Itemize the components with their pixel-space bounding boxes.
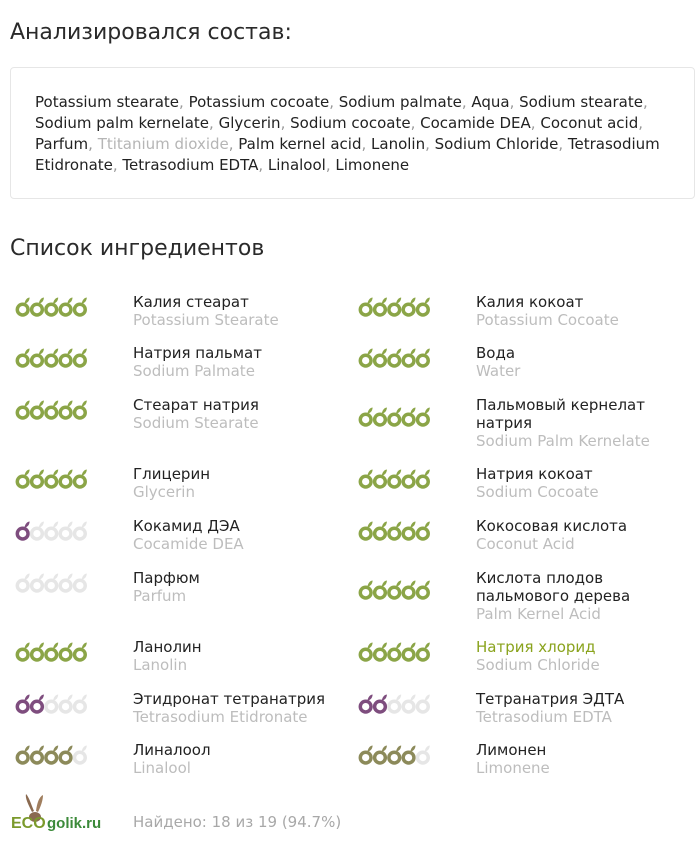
rating-drop-filled — [389, 348, 401, 366]
ingredient-names — [476, 396, 650, 450]
composition-title: Анализировался состав: — [10, 20, 292, 45]
rating-drop-filled — [74, 348, 86, 366]
rating-drop-filled — [403, 745, 415, 763]
rating-drop-filled — [74, 400, 86, 418]
rating-drop-filled — [74, 469, 86, 487]
safety-rating — [10, 639, 96, 665]
rating-drop-filled — [403, 521, 415, 539]
ingredient-name-ru — [476, 396, 650, 432]
rating-drop-filled — [17, 521, 29, 539]
rating-drop-filled — [375, 348, 387, 366]
ingredient-name-en: Potassium Stearate — [133, 311, 279, 329]
rating-drop-filled — [389, 745, 401, 763]
composition-item: Limonene — [335, 156, 410, 174]
rating-drop-filled — [375, 694, 387, 712]
rating-drop-filled — [32, 745, 44, 763]
rating-drop-filled — [46, 642, 58, 660]
composition-item: Parfum — [35, 135, 89, 153]
rating-drop-filled — [360, 580, 372, 598]
rating-drop-filled — [17, 348, 29, 366]
ingredient-names — [133, 517, 244, 553]
ingredient-name-en: Tetrasodium Etidronate — [133, 708, 308, 726]
rating-drop-filled — [74, 642, 86, 660]
ingredient-names — [133, 569, 200, 605]
rating-drop-empty — [74, 694, 86, 712]
rating-drop-filled — [60, 469, 72, 487]
rating-drop-filled — [360, 348, 372, 366]
rating-drop-filled — [17, 642, 29, 660]
rating-drop-filled — [60, 400, 72, 418]
rating-drop-filled — [60, 745, 72, 763]
rating-drop-filled — [46, 400, 58, 418]
ingredient-name-en: Sodium Chloride — [476, 656, 600, 674]
rating-drop-filled — [389, 297, 401, 315]
composition-list: Potassium stearate, Potassium cocoate, Sodium palmate, Aqua, Sodium stearate, Sodium palm kernelate, Glycerin, Sodium cocoate, Cocamide DEA, Coconut acid, Parfum, Ttitanium dioxide, Palm kernel acid, Lanolin, Sodium Chloride, Tetrasodium Etidronate, Tetrasodium EDTA, Linalool, Limonene — [35, 93, 660, 174]
composition-item: Potassium cocoate — [188, 93, 330, 111]
ingredient-name-ru-line: Пальмовый кернелат — [476, 396, 645, 414]
ingredient-name-en: Coconut Acid — [476, 535, 575, 553]
rating-drop-empty — [403, 694, 415, 712]
ingredient-name-en: Water — [476, 362, 521, 380]
ingredient-names — [133, 344, 262, 380]
ingredient-name-en: Sodium Palmate — [133, 362, 255, 380]
ingredient-names — [476, 638, 600, 674]
rating-drop-empty — [17, 573, 29, 591]
bunny-icon — [10, 792, 115, 832]
safety-rating — [353, 404, 439, 430]
safety-rating — [353, 345, 439, 371]
rating-drop-empty — [46, 694, 58, 712]
ingredient-name-en: Limonene — [476, 759, 550, 777]
composition-box — [10, 67, 695, 199]
rating-drop-filled — [417, 521, 429, 539]
rating-drop-filled — [389, 642, 401, 660]
ingredient-name-ru: Вода — [476, 344, 516, 362]
safety-rating — [10, 518, 96, 544]
ingredient-names — [476, 517, 627, 553]
rating-drop-filled — [17, 469, 29, 487]
rating-drop-empty — [74, 573, 86, 591]
rating-drop-filled — [417, 580, 429, 598]
rating-drop-filled — [46, 297, 58, 315]
safety-rating — [353, 742, 439, 768]
safety-rating — [10, 294, 96, 320]
rating-drop-filled — [360, 745, 372, 763]
rating-drop-filled — [375, 407, 387, 425]
ingredient-names — [133, 465, 210, 501]
rating-drop-filled — [375, 297, 387, 315]
ingredient-name-en: Tetrasodium EDTA — [476, 708, 612, 726]
safety-rating — [353, 518, 439, 544]
rating-drop-empty — [46, 521, 58, 539]
ingredient-name-ru: Этидронат тетранатрия — [133, 690, 325, 708]
rating-drop-filled — [389, 580, 401, 598]
ingredient-name-ru-line: натрия — [476, 414, 533, 432]
safety-rating — [10, 742, 96, 768]
rating-drop-filled — [375, 521, 387, 539]
composition-item: Sodium palmate — [338, 93, 462, 111]
rating-drop-filled — [17, 745, 29, 763]
ingredient-name-ru — [476, 569, 630, 605]
rating-drop-filled — [417, 297, 429, 315]
ingredient-name-ru: Линалоол — [133, 741, 211, 759]
rating-drop-filled — [375, 745, 387, 763]
ingredient-name-en: Parfum — [133, 587, 187, 605]
ingredient-name-en: Sodium Stearate — [133, 414, 259, 432]
safety-rating — [353, 294, 439, 320]
rating-drop-filled — [360, 642, 372, 660]
rating-drop-filled — [417, 469, 429, 487]
ingredient-name-ru: Лимонен — [476, 741, 547, 759]
rating-drop-filled — [360, 521, 372, 539]
composition-item: Aqua — [471, 93, 510, 111]
rating-drop-filled — [417, 407, 429, 425]
safety-rating — [10, 691, 96, 717]
rating-drop-filled — [74, 297, 86, 315]
safety-rating — [10, 397, 96, 423]
rating-drop-empty — [60, 694, 72, 712]
composition-item: Potassium stearate — [35, 93, 180, 111]
rating-drop-filled — [17, 400, 29, 418]
ingredient-name-en: Glycerin — [133, 483, 195, 501]
rating-drop-filled — [389, 407, 401, 425]
composition-item: Lanolin — [371, 135, 426, 153]
ingredient-names — [476, 293, 619, 329]
rating-drop-filled — [403, 642, 415, 660]
rating-drop-empty — [417, 694, 429, 712]
rating-drop-filled — [32, 348, 44, 366]
ingredient-names — [476, 569, 630, 623]
rating-drop-filled — [32, 469, 44, 487]
ingredient-names — [476, 741, 550, 777]
ingredient-names — [133, 741, 211, 777]
ingredient-name-en: Linalool — [133, 759, 191, 777]
ingredient-name-ru: Тетранатрия ЭДТА — [476, 690, 625, 708]
safety-rating — [353, 691, 439, 717]
rating-drop-empty — [60, 573, 72, 591]
ecogolik-logo[interactable] — [10, 792, 115, 832]
ingredient-name-ru-line: Кислота плодов — [476, 569, 604, 587]
composition-item: Sodium cocoate — [290, 114, 411, 132]
rating-drop-filled — [403, 407, 415, 425]
ingredient-name-ru: Парфюм — [133, 569, 200, 587]
rating-drop-filled — [46, 745, 58, 763]
safety-rating — [10, 570, 96, 596]
rating-drop-filled — [17, 297, 29, 315]
rating-drop-filled — [360, 297, 372, 315]
found-summary: Найдено: 18 из 19 (94.7%) — [133, 813, 342, 831]
rating-drop-filled — [403, 348, 415, 366]
composition-item: Sodium palm kernelate — [35, 114, 210, 132]
ingredient-names — [133, 293, 279, 329]
ingredient-name-ru: Калия стеарат — [133, 293, 249, 311]
composition-item: Linalool — [267, 156, 326, 174]
rating-drop-filled — [403, 469, 415, 487]
rating-drop-filled — [32, 400, 44, 418]
rating-drop-filled — [360, 469, 372, 487]
ingredient-names — [133, 638, 202, 674]
rating-drop-filled — [46, 348, 58, 366]
ingredient-name-ru: Натрия пальмат — [133, 344, 262, 362]
ingredient-name-en: Palm Kernel Acid — [476, 605, 601, 623]
safety-rating — [10, 466, 96, 492]
rating-drop-empty — [46, 573, 58, 591]
ingredient-name-ru: Калия кокоат — [476, 293, 584, 311]
rating-drop-filled — [32, 297, 44, 315]
ingredient-names — [133, 690, 325, 726]
rating-drop-empty — [32, 573, 44, 591]
composition-item: Cocamide DEA — [420, 114, 531, 132]
rating-drop-empty — [417, 745, 429, 763]
ingredient-names — [133, 396, 259, 432]
rating-drop-empty — [60, 521, 72, 539]
ingredient-name-en: Potassium Cocoate — [476, 311, 619, 329]
rating-drop-filled — [60, 642, 72, 660]
rating-drop-filled — [389, 521, 401, 539]
ingredient-name-ru: Кокамид ДЭА — [133, 517, 240, 535]
composition-item: Palm kernel acid — [238, 135, 362, 153]
composition-item: Sodium Chloride — [434, 135, 559, 153]
rating-drop-filled — [60, 297, 72, 315]
ingredient-name-en: Sodium Palm Kernelate — [476, 432, 650, 450]
ingredient-names — [476, 690, 624, 726]
ingredient-name-ru: Ланолин — [133, 638, 202, 656]
rating-drop-filled — [403, 297, 415, 315]
ingredient-name-en: Cocamide DEA — [133, 535, 244, 553]
safety-rating — [353, 577, 439, 603]
rating-drop-filled — [403, 580, 415, 598]
ingredient-names — [476, 465, 599, 501]
logo-site-text: golik.ru — [47, 815, 102, 832]
safety-rating — [353, 639, 439, 665]
ingredient-name-en: Lanolin — [133, 656, 188, 674]
composition-item: Sodium stearate — [519, 93, 643, 111]
rating-drop-empty — [74, 745, 86, 763]
ingredient-name-ru: Стеарат натрия — [133, 396, 259, 414]
rating-drop-filled — [32, 694, 44, 712]
rating-drop-filled — [417, 348, 429, 366]
ingredient-name-ru: Натрия кокоат — [476, 465, 593, 483]
ingredient-name-ru[interactable]: Натрия хлорид — [476, 638, 596, 656]
ingredients-title: Список ингредиентов — [10, 236, 265, 261]
rating-drop-empty — [389, 694, 401, 712]
rating-drop-filled — [375, 642, 387, 660]
ingredient-name-ru-line: пальмового дерева — [476, 587, 631, 605]
rating-drop-filled — [389, 469, 401, 487]
ingredient-names — [476, 344, 520, 380]
rating-drop-filled — [46, 469, 58, 487]
safety-rating — [10, 345, 96, 371]
composition-item: Glycerin — [218, 114, 281, 132]
rating-drop-filled — [17, 694, 29, 712]
ingredient-name-ru: Кокосовая кислота — [476, 517, 628, 535]
composition-item: Tetrasodium Etidronate — [35, 135, 660, 174]
composition-item: Tetrasodium EDTA — [122, 156, 259, 174]
ingredient-name-ru: Глицерин — [133, 465, 210, 483]
rating-drop-filled — [32, 642, 44, 660]
rating-drop-filled — [375, 469, 387, 487]
rating-drop-empty — [32, 521, 44, 539]
rating-drop-filled — [417, 642, 429, 660]
rating-drop-empty — [74, 521, 86, 539]
ingredient-name-en: Sodium Cocoate — [476, 483, 599, 501]
logo-eco-text: ECO — [11, 815, 46, 832]
composition-item: Coconut acid — [540, 114, 639, 132]
composition-item: Ttitanium dioxide — [97, 135, 229, 153]
rating-drop-filled — [60, 348, 72, 366]
rating-drop-filled — [360, 694, 372, 712]
safety-rating — [353, 466, 439, 492]
rating-drop-filled — [375, 580, 387, 598]
rating-drop-filled — [360, 407, 372, 425]
